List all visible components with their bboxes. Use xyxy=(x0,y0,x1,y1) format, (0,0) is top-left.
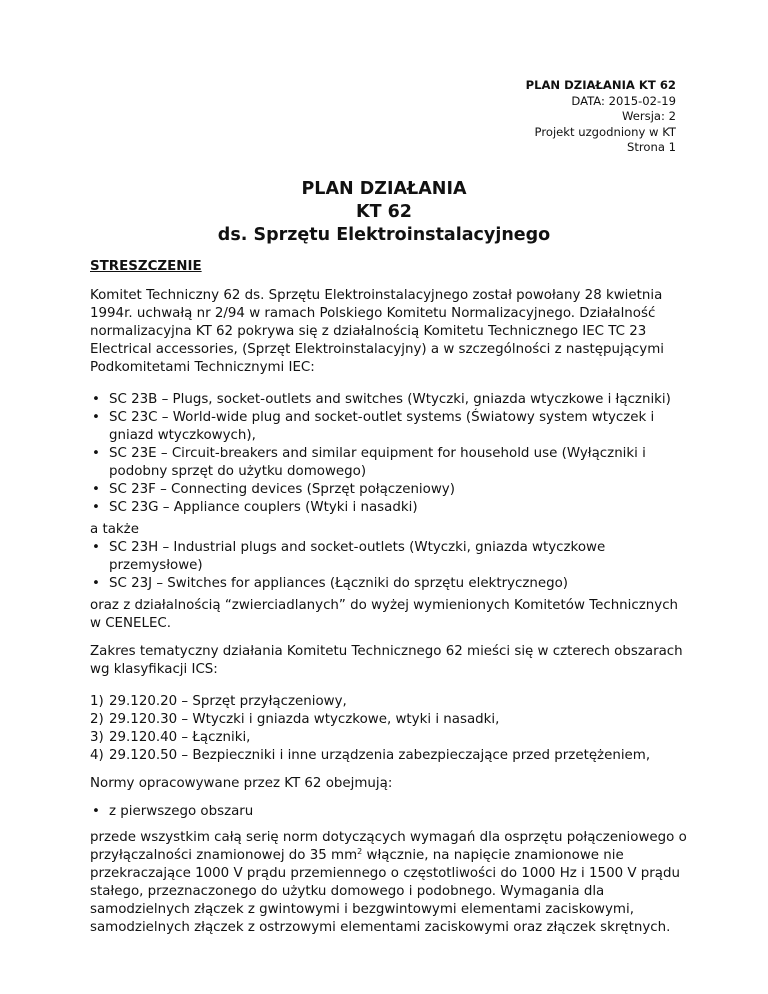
list-item: • z pierwszego obszaru xyxy=(90,803,690,821)
list-item xyxy=(90,729,690,747)
list-item: • SC 23H – Industrial plugs and socket-outlets (Wtyczki, gniazda wtyczkowe przemysłowe) xyxy=(90,539,690,575)
list-item xyxy=(90,747,690,765)
superscript-two: 2 xyxy=(357,847,363,856)
list-number: 4) xyxy=(90,748,104,763)
list-number: 3) xyxy=(90,730,104,745)
norms-intro-paragraph: Normy opracowywane przez KT 62 obejmują: xyxy=(90,776,393,791)
list-text: 29.120.40 – Łączniki, xyxy=(109,730,251,745)
subcommittee-list-continued xyxy=(90,539,690,593)
intro-paragraph: Komitet Techniczny 62 ds. Sprzętu Elektroinstalacyjnego został powołany 28 kwietnia 1994r. uchwałą nr 2/94 w ramach Polskiego Komitetu Normalizacyjnego. Działalność normalizacyjna KT 62 pokrywa się z działalnością Komitetu Technicznego IEC TC 23 Electrical accessories, (Sprzęt Elektroinstalacyjny) a w szczególności z następującymi Podkomitetami Technicznymi IEC: xyxy=(90,288,664,375)
list-item: • SC 23G – Appliance couplers (Wtyki i nasadki) xyxy=(90,499,690,517)
document-body xyxy=(90,258,690,947)
list-item: • SC 23B – Plugs, socket-outlets and switches (Wtyczki, gniazda wtyczkowe i łączniki) xyxy=(90,391,690,409)
header-page-number: Strona 1 xyxy=(626,140,676,154)
final-text-part-1: przede wszystkim całą serię norm dotyczących wymagań dla osprzętu połączeniowego o przyłączalności znamionowej do 35 mm xyxy=(90,830,687,863)
list-number: 1) xyxy=(90,694,104,709)
title-line-3: ds. Sprzętu Elektroinstalacyjnego xyxy=(217,225,551,245)
list-item xyxy=(90,711,690,729)
header-doc-title: PLAN DZIAŁANIA KT 62 xyxy=(525,78,676,92)
section-heading: STRESZCZENIE xyxy=(90,259,202,274)
area-bullet-list xyxy=(90,803,690,821)
list-text: 29.120.30 – Wtyczki i gniazda wtyczkowe, wtyki i nasadki, xyxy=(109,712,500,727)
title-line-1: PLAN DZIAŁANIA xyxy=(301,179,467,199)
title-line-2: KT 62 xyxy=(356,202,412,222)
cenelec-paragraph: oraz z działalnością “zwierciadlanych” do wyżej wymienionych Komitetów Technicznych w CENELEC. xyxy=(90,598,679,631)
final-paragraph xyxy=(90,829,690,937)
scope-paragraph: Zakres tematyczny działania Komitetu Technicznego 62 mieści się w czterech obszarach wg klasyfikacji ICS: xyxy=(90,644,683,677)
list-item: • SC 23F – Connecting devices (Sprzęt połączeniowy) xyxy=(90,481,690,499)
final-text-part-2: włącznie, na napięcie znamionowe nie przekraczające 1000 V prądu przemiennego o częstotliwości do 1000 Hz i 1500 V prądu stałego, przeznaczonego do użytku domowego i podobnego. Wymagania dla samodzielnych złączek z gwintowymi i bezgwintowymi elementami zaciskowymi, samodzielnych złączek z ostrzowymi elementami zaciskowymi oraz złączek skrętnych. xyxy=(90,848,680,935)
list-item: • SC 23E – Circuit-breakers and similar equipment for household use (Wyłączniki i podobny sprzęt do użytku domowego) xyxy=(90,445,690,481)
document-title xyxy=(0,178,768,247)
header-date: DATA: 2015-02-19 xyxy=(571,93,676,108)
ics-area-list xyxy=(90,693,690,765)
list-item xyxy=(90,693,690,711)
also-label: a także xyxy=(90,522,139,537)
subcommittee-list xyxy=(90,391,690,517)
header-version: Wersja: 2 xyxy=(621,109,676,123)
document-header xyxy=(526,78,676,156)
list-item: • SC 23J – Switches for appliances (Łączniki do sprzętu elektrycznego) xyxy=(90,575,690,593)
list-item: • SC 23C – World-wide plug and socket-outlet systems (Światowy system wtyczek i gniazd wtyczkowych), xyxy=(90,409,690,445)
list-text: 29.120.50 – Bezpieczniki i inne urządzenia zabezpieczające przed przetężeniem, xyxy=(109,748,651,763)
header-status: Projekt uzgodniony w KT xyxy=(534,124,676,139)
list-number: 2) xyxy=(90,712,104,727)
list-text: 29.120.20 – Sprzęt przyłączeniowy, xyxy=(109,694,347,709)
